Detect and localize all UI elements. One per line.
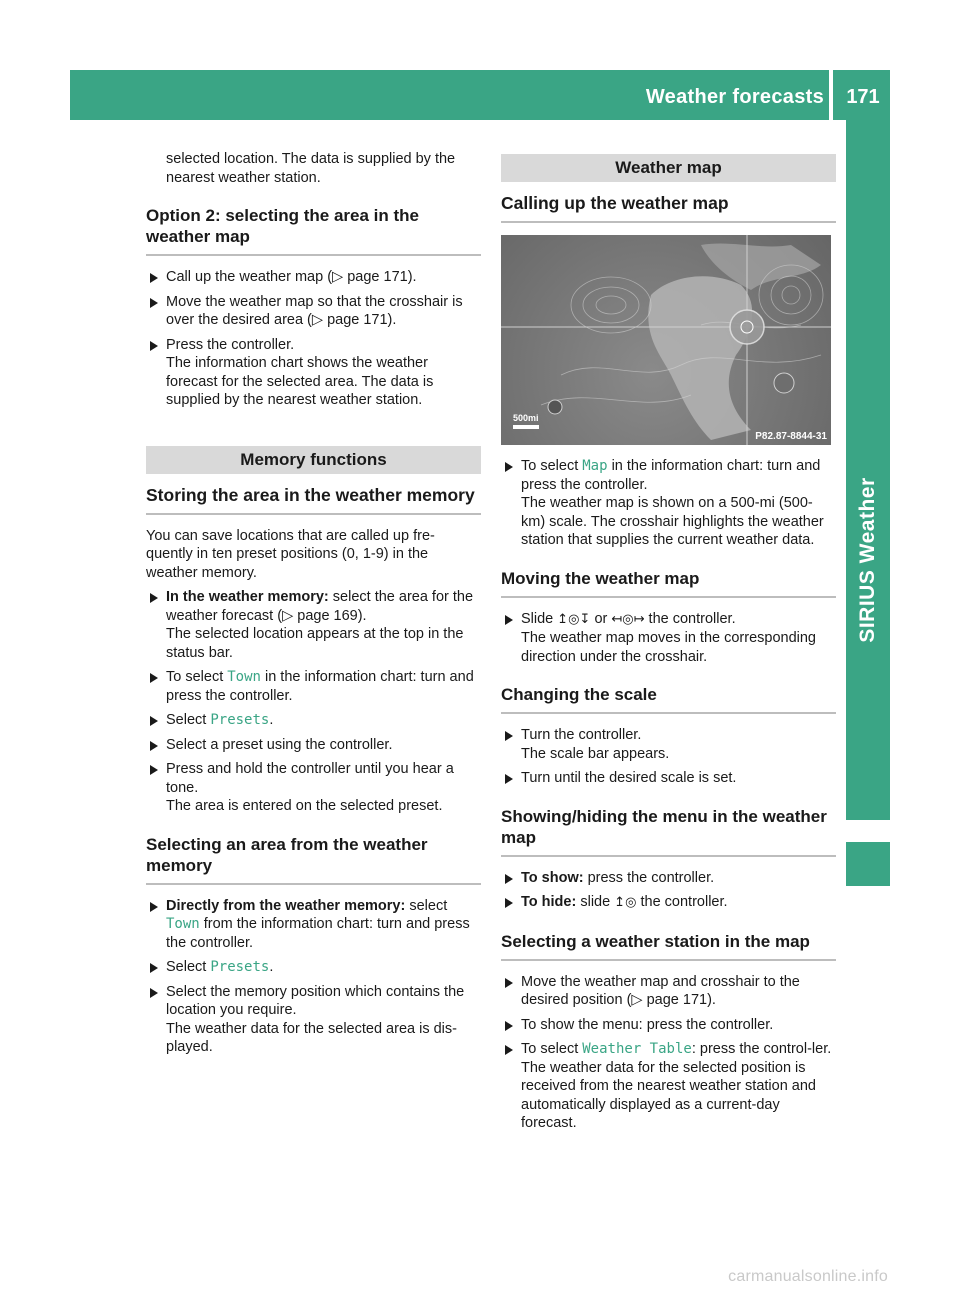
page-number: 171 <box>846 86 880 108</box>
list-item: Directly from the weather memory: select Town from the information chart: turn and press the controller. <box>146 897 481 953</box>
menu-item-weather-table: Weather Table <box>582 1041 692 1057</box>
list-item: Select Presets. <box>146 958 481 977</box>
map-scale-bar <box>513 425 539 429</box>
map-scale-label: 500mi <box>513 413 539 423</box>
figure-code: P82.87-8844-31 <box>755 431 827 442</box>
option2-heading: Option 2: selecting the area in the weather map <box>146 205 481 256</box>
station-heading: Selecting a weather station in the map <box>501 931 836 961</box>
right-column <box>501 150 836 1139</box>
list-item: Press and hold the controller until you hear a tone. The area is entered on the selected preset. <box>146 760 481 816</box>
list-item: Press the controller. The information chart shows the weather forecast for the selected area. The data is supplied by the nearest weather station. <box>146 336 481 410</box>
side-tab-label: SIRIUS Weather <box>856 477 879 643</box>
page-link[interactable]: page 171). <box>347 269 417 285</box>
calling-heading: Calling up the weather map <box>501 192 836 223</box>
intro-text: selected location. The data is supplied by the nearest weather station. <box>166 151 456 186</box>
memory-intro: You can save locations that are called up fre-quently in ten preset positions (0, 1-9) in the weather memory. <box>146 527 435 581</box>
controller-up-icon: ↥◎ <box>614 895 637 910</box>
list-item: Select a preset using the controller. <box>146 736 481 755</box>
list-item: To select Weather Table: press the control-ler. The weather data for the selected position is received from the nearest weather station and automatically displayed as a current-day forecast. <box>501 1040 836 1133</box>
page-link[interactable]: page 171). <box>327 312 397 328</box>
list-item: Turn until the desired scale is set. <box>501 769 836 788</box>
moving-heading: Moving the weather map <box>501 568 836 598</box>
list-item: To select Map in the information chart: turn and press the controller. The weather map is shown on a 500-mi (500-km) scale. The crosshair highlights the weather station that supplies the current weather data. <box>501 457 836 550</box>
side-tab <box>846 120 890 820</box>
header-divider <box>829 70 833 120</box>
menu-item-town: Town <box>227 669 261 685</box>
left-column <box>146 150 481 1063</box>
menu-item-town: Town <box>166 916 200 932</box>
list-item: In the weather memory: select the area for the weather forecast (▷ page 169). The selected location appears at the top in the status bar. <box>146 588 481 662</box>
weather-map-image <box>501 235 831 445</box>
select-memory-heading: Selecting an area from the weather memory <box>146 834 481 885</box>
list-item: Move the weather map and crosshair to the desired position (▷ page 171). <box>501 973 836 1010</box>
list-item: To show: press the controller. <box>501 869 836 888</box>
list-item: Move the weather map so that the crosshair is over the desired area (▷ page 171). <box>146 293 481 330</box>
side-tab-marker <box>846 842 890 886</box>
scale-heading: Changing the scale <box>501 684 836 714</box>
page-title: Weather forecasts <box>645 86 824 108</box>
list-item: Turn the controller. The scale bar appears. <box>501 726 836 763</box>
list-item: To select Town in the information chart: turn and press the controller. <box>146 668 481 705</box>
section-weather-map: Weather map <box>501 154 836 182</box>
menu-item-presets: Presets <box>210 712 270 728</box>
controller-updown-icon: ↥◎↧ <box>557 611 591 627</box>
list-item: Select Presets. <box>146 711 481 730</box>
menu-item-map: Map <box>582 458 608 474</box>
memory-heading: Storing the area in the weather memory <box>146 484 481 515</box>
list-item: Select the memory position which contains the location you require. The weather data for the selected area is dis-played. <box>146 983 481 1057</box>
list-item: To show the menu: press the controller. <box>501 1016 836 1035</box>
page-link[interactable]: page 171). <box>646 992 716 1008</box>
list-item: To hide: slide ↥◎ the controller. <box>501 893 836 913</box>
section-memory-functions: Memory functions <box>146 446 481 474</box>
menu-item-presets: Presets <box>210 959 270 975</box>
list-item: Call up the weather map (▷ page 171). <box>146 268 481 287</box>
list-item: Slide ↥◎↧ or ↤◎↦ the controller. The weather map moves in the corresponding direction under the crosshair. <box>501 610 836 667</box>
watermark: carmanualsonline.info <box>728 1268 888 1285</box>
controller-leftright-icon: ↤◎↦ <box>611 611 645 627</box>
page-link[interactable]: page 169). <box>297 607 367 624</box>
weather-map-screenshot <box>501 235 831 445</box>
menu-heading: Showing/hiding the menu in the weather map <box>501 806 836 857</box>
